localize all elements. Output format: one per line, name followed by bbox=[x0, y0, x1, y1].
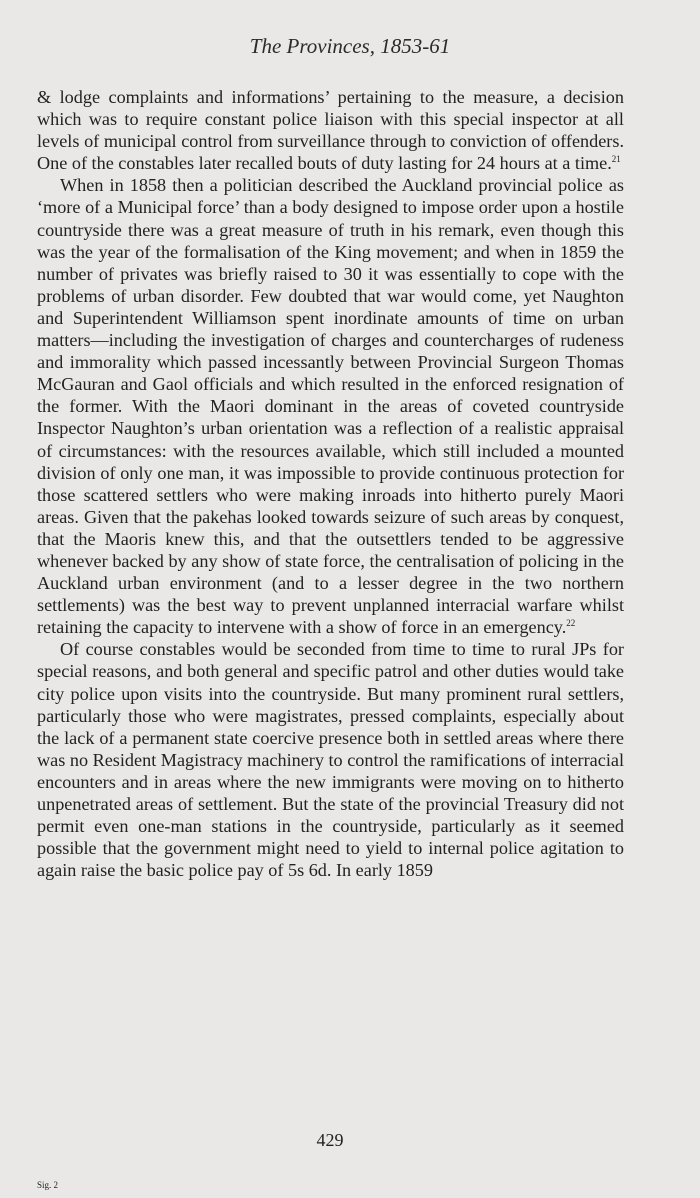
footnote-ref: 21 bbox=[611, 154, 621, 165]
signature-mark: Sig. 2 bbox=[37, 1180, 59, 1190]
footnote-ref: 22 bbox=[566, 618, 576, 629]
paragraph-text: Of course constables would be seconded from time to time to rural JPs for special reasons, and both general and specific patrol and other duties would take city police upon visits into the countryside. But many prominent rural settlers, particularly those who were magistrates, pressed complaints, especially about the lack of a permanent state coercive presence both in settled areas where there was no Resident Magistracy machinery to control the ramifications of interracial encounters and in areas where the new immigrants were moving on to hitherto unpenetrated areas of settlement. But the state of the provincial Treasury did not permit even one-man stations in the countryside, particularly as it seemed possible that the government might need to yield to internal police agitation to again raise the basic police pay of 5s 6d. In early 1859 bbox=[37, 639, 624, 881]
running-head: The Provinces, 1853-61 bbox=[249, 34, 451, 58]
paragraph bbox=[37, 174, 624, 638]
paragraph bbox=[37, 638, 624, 881]
page-number: 429 bbox=[316, 1130, 344, 1150]
paragraph bbox=[37, 86, 624, 174]
body-text bbox=[37, 86, 624, 881]
paragraph-text: When in 1858 then a politician described the Auckland provincial police as ‘more of a Municipal force’ than a body designed to impose order upon a hostile countryside there was a great measure of truth in his remark, even though this was the year of the formalisation of the King movement; and when in 1859 the number of privates was briefly raised to 30 it was essentially to cope with the problems of urban disorder. Few doubted that war would come, yet Naughton and Superintendent Williamson spent inordinate amounts of time on urban matters—including the investigation of charges and countercharges of rudeness and immorality which passed incessantly between Provincial Surgeon Thomas McGauran and Gaol officials and which resulted in the enforced resignation of the former. With the Maori dominant in the areas of coveted countryside Inspector Naughton’s urban orientation was a reflection of a realistic appraisal of circumstances: with the resources available, which still included a mounted division of only one man, it was impossible to provide continuous protection for those scattered settlers who were making inroads into hitherto purely Maori areas. Given that the pakehas looked towards seizure of such areas by conquest, that the Maoris knew this, and that the outsettlers tended to be aggressive whenever backed by any show of state force, the centralisation of policing in the Auckland urban environment (and to a lesser degree in the two northern settlements) was the best way to prevent unplanned interracial warfare whilst retaining the capacity to intervene with a show of force in an emergency. bbox=[37, 175, 624, 638]
paragraph-text: & lodge complaints and informations’ pertaining to the measure, a decision which was to require constant police liaison with this special inspector at all levels of municipal control from surveillance through to conviction of offenders. One of the constables later recalled bouts of duty lasting for 24 hours at a time. bbox=[37, 87, 624, 174]
